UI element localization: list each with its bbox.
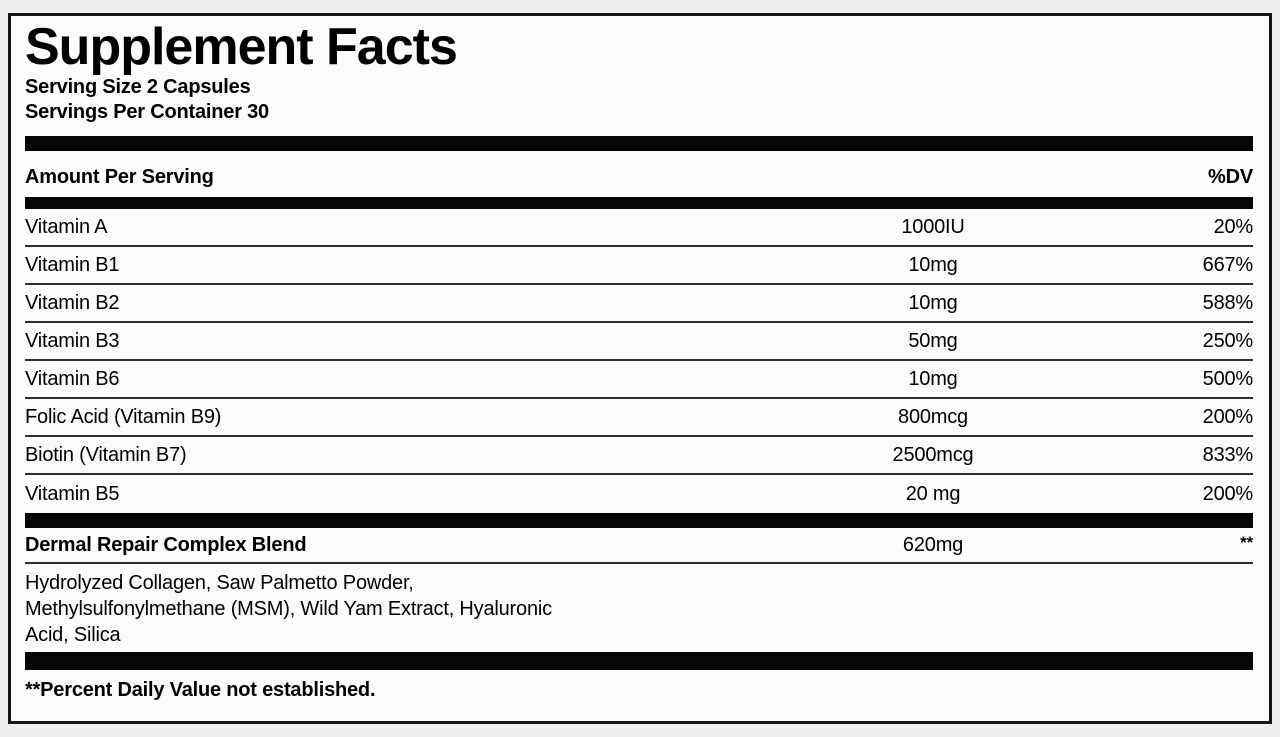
table-row [25, 323, 1253, 361]
servings-per-container: Servings Per Container 30 [25, 101, 269, 123]
nutrient-name: Vitamin B6 [25, 367, 120, 390]
blend-ingredients [25, 564, 1253, 648]
table-row [25, 361, 1253, 399]
nutrient-amount: 10mg [908, 291, 958, 314]
nutrient-dv: 20% [1213, 215, 1253, 238]
separator-bar-footer [25, 652, 1253, 670]
nutrient-dv: 667% [1202, 253, 1253, 276]
amount-per-serving-header: Amount Per Serving [25, 166, 214, 188]
nutrient-table [25, 209, 1253, 513]
nutrient-amount: 20 mg [905, 482, 961, 505]
blend-ingredients-line: Hydrolyzed Collagen, Saw Palmetto Powder, [25, 572, 414, 594]
blend-row [25, 528, 1253, 564]
serving-size: Serving Size 2 Capsules [25, 76, 251, 98]
table-header-row [25, 151, 1253, 197]
nutrient-name: Folic Acid (Vitamin B9) [25, 405, 222, 428]
nutrient-amount: 10mg [908, 367, 958, 390]
blend-dv-asterisks: ** [1240, 533, 1253, 552]
table-row [25, 247, 1253, 285]
nutrient-amount: 800mcg [898, 405, 968, 428]
table-row [25, 285, 1253, 323]
nutrient-name: Vitamin B2 [25, 291, 120, 314]
nutrient-name: Vitamin B3 [25, 329, 120, 352]
blend-ingredients-line: Methylsulfonylmethane (MSM), Wild Yam Extract, Hyaluronic [25, 598, 552, 620]
table-row [25, 209, 1253, 247]
dv-column-header: %DV [1208, 166, 1253, 188]
separator-bar-top [25, 136, 1253, 151]
nutrient-amount: 50mg [908, 329, 958, 352]
separator-bar-blend [25, 513, 1253, 528]
nutrient-dv: 200% [1202, 482, 1253, 505]
dv-footnote: **Percent Daily Value not established. [25, 679, 376, 701]
nutrient-dv: 250% [1202, 329, 1253, 352]
nutrient-amount: 1000IU [901, 215, 965, 238]
nutrient-dv: 500% [1202, 367, 1253, 390]
nutrient-dv: 200% [1202, 405, 1253, 428]
label-title: Supplement Facts [25, 18, 457, 76]
nutrient-amount: 2500mcg [892, 443, 974, 466]
nutrient-name: Vitamin A [25, 215, 108, 238]
nutrient-dv: 588% [1202, 291, 1253, 314]
blend-amount: 620mg [902, 533, 964, 556]
nutrient-dv: 833% [1202, 443, 1253, 466]
blend-name: Dermal Repair Complex Blend [25, 533, 307, 556]
blend-ingredients-line: Acid, Silica [25, 624, 121, 646]
separator-bar-header [25, 197, 1253, 209]
nutrient-amount: 10mg [908, 253, 958, 276]
nutrient-name: Vitamin B5 [25, 482, 120, 505]
table-row [25, 475, 1253, 513]
nutrient-name: Biotin (Vitamin B7) [25, 443, 187, 466]
nutrient-name: Vitamin B1 [25, 253, 120, 276]
table-row [25, 437, 1253, 475]
table-row [25, 399, 1253, 437]
supplement-facts-label [8, 13, 1272, 724]
